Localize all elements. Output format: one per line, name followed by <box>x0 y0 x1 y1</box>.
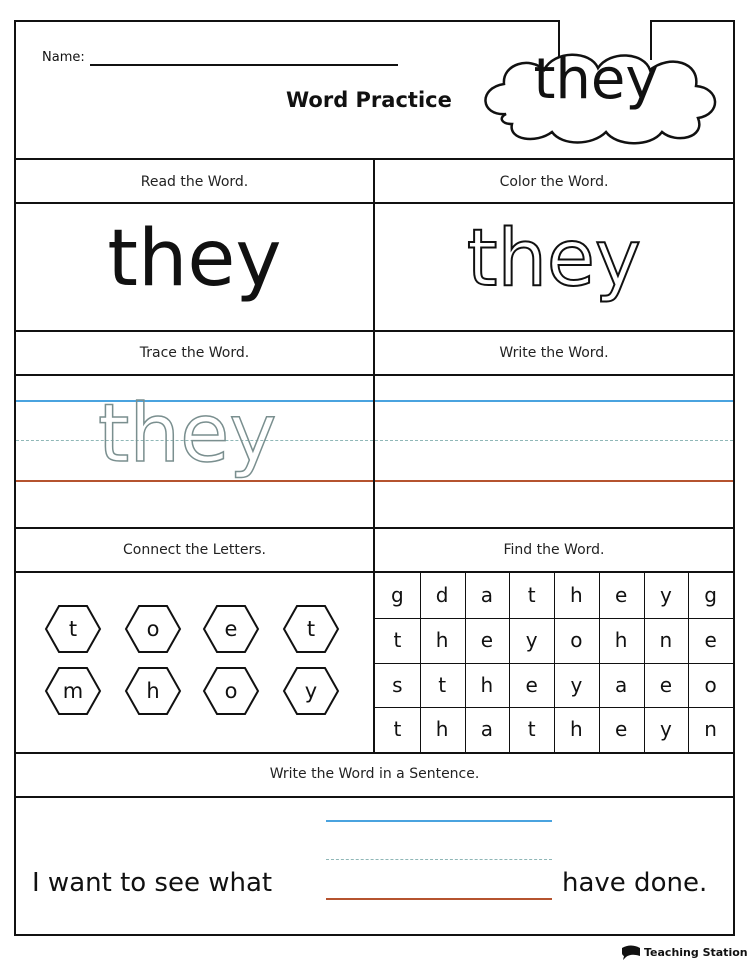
grid-letter[interactable]: h <box>614 627 628 652</box>
grid-letter[interactable]: h <box>570 583 583 607</box>
grid-letter[interactable]: n <box>704 717 717 742</box>
sentence-label: Write the Word in a Sentence. <box>269 766 480 782</box>
letter-hexagon[interactable] <box>202 666 260 716</box>
grid-letter[interactable]: d <box>435 583 449 607</box>
hexagon-letter: y <box>304 679 318 703</box>
grid-letter[interactable]: h <box>435 717 449 742</box>
sentence-after: have done. <box>562 868 708 898</box>
write-label: Write the Word. <box>499 345 609 361</box>
grid-letter[interactable]: s <box>392 672 403 697</box>
write-base-line[interactable] <box>375 480 733 482</box>
letter-hexagon[interactable] <box>282 604 340 654</box>
trace-label: Trace the Word. <box>139 345 250 361</box>
grid-letter[interactable]: h <box>480 672 494 697</box>
grid-letter[interactable]: e <box>614 583 628 607</box>
name-label: Name: <box>42 50 85 65</box>
grid-letter[interactable]: g <box>704 583 717 607</box>
hexagon-letter: e <box>224 617 238 641</box>
outer-border-bottom <box>14 934 735 936</box>
hexagon-letter: t <box>306 617 316 641</box>
grid-letter[interactable]: y <box>659 717 672 742</box>
grid-letter[interactable]: h <box>570 717 583 742</box>
brand-name: Teaching Station <box>644 946 748 959</box>
color-word[interactable]: they <box>466 214 642 304</box>
divider-7 <box>14 796 735 798</box>
letter-hexagon[interactable] <box>202 604 260 654</box>
sentence-mid-line <box>326 859 552 860</box>
letter-hexagon[interactable] <box>44 666 102 716</box>
grid-letter[interactable]: a <box>480 717 493 742</box>
grid-row-line <box>375 663 733 664</box>
grid-letter[interactable]: t <box>527 583 536 607</box>
outer-border-top-right <box>650 20 735 22</box>
grid-letter[interactable]: h <box>435 627 449 652</box>
letter-hexagon[interactable] <box>124 666 182 716</box>
grid-letter[interactable]: e <box>525 672 538 697</box>
grid-letter[interactable]: t <box>393 717 402 742</box>
name-line[interactable] <box>90 64 398 66</box>
grid-letter[interactable]: t <box>438 672 447 697</box>
letter-hexagon[interactable] <box>124 604 182 654</box>
grid-letter[interactable]: g <box>391 583 404 607</box>
grid-row-line <box>375 707 733 708</box>
grid-letter[interactable]: e <box>704 627 717 652</box>
hexagon-letter: h <box>146 679 160 703</box>
teaching-station-logo-icon <box>620 945 642 961</box>
trace-word[interactable]: they <box>98 387 277 480</box>
color-label: Color the Word. <box>499 174 609 190</box>
trace-base-line <box>16 480 373 482</box>
hexagon-letter: o <box>146 617 160 641</box>
grid-letter[interactable]: a <box>480 583 493 607</box>
grid-letter[interactable]: a <box>614 672 628 697</box>
grid-letter[interactable]: o <box>704 672 717 697</box>
outer-border-top <box>14 20 560 22</box>
hexagon-letter: o <box>224 679 238 703</box>
grid-letter[interactable]: e <box>659 672 673 697</box>
sentence-before: I want to see what <box>32 868 273 898</box>
letter-hexagon[interactable] <box>282 666 340 716</box>
hexagon-letter: m <box>62 679 84 703</box>
grid-letter[interactable]: y <box>525 627 538 652</box>
grid-row-line <box>375 618 733 619</box>
letter-hexagon[interactable] <box>44 604 102 654</box>
grid-letter[interactable]: y <box>659 583 672 607</box>
hexagon-letter: t <box>68 617 78 641</box>
write-mid-line <box>375 440 733 441</box>
read-label: Read the Word. <box>140 174 249 190</box>
grid-letter[interactable]: y <box>570 672 583 697</box>
grid-letter[interactable]: t <box>393 627 402 652</box>
sentence-blank-line[interactable] <box>326 898 552 900</box>
grid-letter[interactable]: t <box>527 717 536 742</box>
grid-letter[interactable]: n <box>659 627 673 652</box>
grid-letter[interactable]: e <box>614 717 628 742</box>
worksheet-title: Word Practice <box>286 88 452 112</box>
read-word: they <box>107 214 282 304</box>
header-word: they <box>533 47 659 112</box>
grid-letter[interactable]: o <box>570 627 583 652</box>
find-label: Find the Word. <box>503 542 605 558</box>
grid-letter[interactable]: e <box>480 627 494 652</box>
connect-label: Connect the Letters. <box>122 542 267 558</box>
write-top-line <box>375 400 733 402</box>
sentence-top-line <box>326 820 552 822</box>
